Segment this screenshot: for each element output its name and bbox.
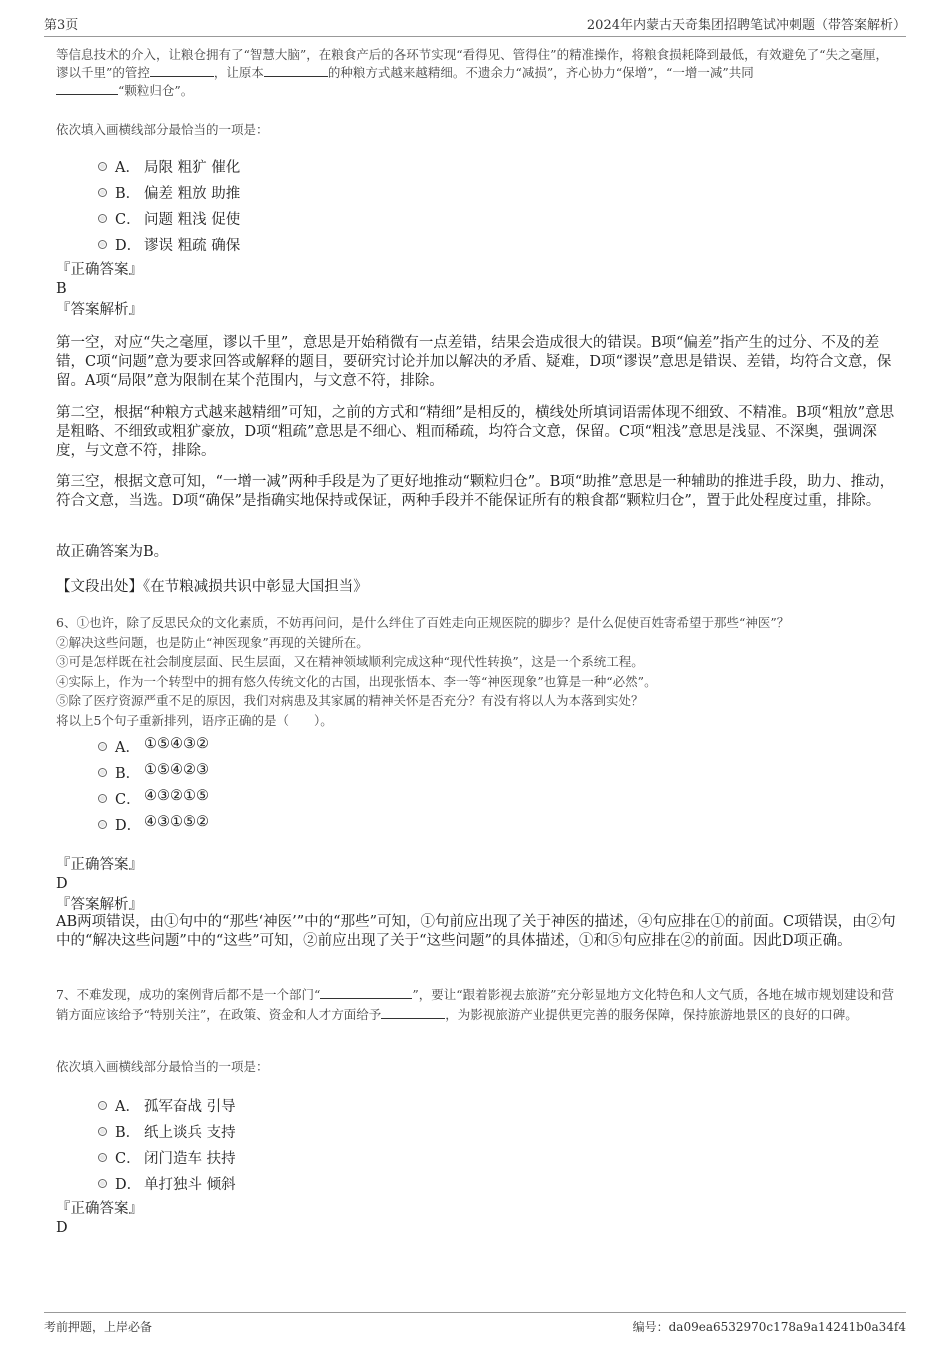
q5-analysis-p4: 故正确答案为B。 [56,544,169,560]
radio-icon[interactable] [98,742,107,751]
blank-1 [150,65,214,77]
footer-slogan: 考前押题，上岸必备 [44,1320,153,1334]
blank-1 [320,987,412,999]
q6-answer-label: 『正确答案』 [56,857,143,873]
q5-analysis-label: 『答案解析』 [56,302,143,318]
q5-answer-label: 『正确答案』 [56,262,143,278]
blank-2 [264,65,328,77]
header-rule [44,36,906,37]
q6-analysis: AB两项错误，由①句中的“那些‘神医’”中的“那些”可知，①句前应出现了关于神医的描述，④句应排在①的前面。C项错误，由②句中的“解决这些问题”中的“这些”可知，②前应出现了关于“这些问题”的具体描述，①和⑤句应排在②的前面。因此D项正确。 [56,914,896,949]
q7-instruction: 依次填入画横线部分最恰当的一项是： [56,1059,269,1074]
document-title: 2024年内蒙古天奇集团招聘笔试冲刺题（带答案解析） [586,18,906,33]
q6-analysis-label: 『答案解析』 [56,897,143,913]
q5-instruction: 依次填入画横线部分最恰当的一项是： [56,122,269,137]
radio-icon[interactable] [98,162,107,171]
q6-stem: 6、①也许，除了反思民众的文化素质，不妨再问问，是什么绊住了百姓走向正规医院的脚步？是什么促使百姓寄希望于那些“神医”？ ②解决这些问题，也是防止“神医现象”再现的关键所在。 ③可是怎样既在社会制度层面、民生层面，又在精神领域顺利完成这种“现代性转换”，这是一个系统工程。 ④实际上，作为一个转型中的拥有悠久传统文化的古国，出现张悟本、李一等“神医现象”也算是一种“必然”。 ⑤除了医疗资源严重不足的原因，我们对病患及其家属的精神关怀是否充分？有没有将以人为本落到实处？ 将以上5个句子重新排列，语序正确的是（ ）。 [56,615,790,728]
blank-2 [381,1007,445,1019]
q7-answer: D [56,1220,68,1236]
q6-answer: D [56,876,68,892]
page-footer [0,1308,950,1345]
document-id: 编号：da09ea6532970c178a9a14241b0a34f4 [632,1320,906,1334]
q5-analysis-p2: 第二空，根据“种粮方式越来越精细”可知，之前的方式和“精细”是相反的，横线处所填词语需体现不细致、不精准。B项“粗放”意思是粗略、不细致或粗犷豪放，D项“粗疏”意思是不细心、粗而稀疏，均符合文意，保留。C项“粗浅”意思是浅显、不深奥，强调深度，与文意不符，排除。 [56,405,895,459]
q5-answer: B [56,281,67,297]
radio-icon[interactable] [98,794,107,803]
radio-icon[interactable] [98,1153,107,1162]
page-header [0,0,950,38]
radio-icon[interactable] [98,768,107,777]
q5-analysis-p1: 第一空，对应“失之毫厘，谬以千里”，意思是开始稍微有一点差错，结果会造成很大的错误。B项“偏差”指产生的过分、不及的差错，C项“问题”意为要求回答或解释的题目，要研究讨论并加以解决的矛盾、疑难，D项“谬误”意思是错误、差错，均符合文意，保留。A项“局限”意为限制在某个范围内，与文意不符，排除。 [56,335,892,389]
q7-passage: 7、不难发现，成功的案例背后都不是一个部门“ ”，要让“跟着影视去旅游”充分彰显地方文化特色和人文气质，各地在城市规划建设和营销方面应该给予“特别关注”，在政策、资金和人才方面给予 ，为影视旅游产业提供更完善的服务保障，保持旅游地景区的良好的口碑。 [56,987,895,1022]
q5-source: 【文段出处】《在节粮减损共识中彰显大国担当》 [56,579,368,595]
page-number: 第3页 [44,18,79,33]
radio-icon[interactable] [98,214,107,223]
q5-analysis-p3: 第三空，根据文意可知，“一增一减”两种手段是为了更好地推动“颗粒归仓”。B项“助推”意思是一种辅助的推进手段，助力、推动，符合文意，当选。D项“确保”是指确实地保持或保证，两种手段并不能保证所有的粮食都“颗粒归仓”，置于此处程度过重，排除。 [56,474,895,509]
radio-icon[interactable] [98,1101,107,1110]
q7-answer-label: 『正确答案』 [56,1201,143,1217]
radio-icon[interactable] [98,1179,107,1188]
radio-icon[interactable] [98,240,107,249]
q5-passage: 等信息技术的介入，让粮仓拥有了“智慧大脑”，在粮食产后的各环节实现“看得见、管得住”的精准操作，将粮食损耗降到最低，有效避免了“失之毫厘，谬以千里”的管控 ，让原本 的种粮方式越来越精细。不遗余力“减损”，齐心协力“保增”，“一增一减”共同 “颗粒归仓”。 [56,47,888,98]
footer-rule [44,1312,906,1313]
radio-icon[interactable] [98,188,107,197]
blank-3 [56,83,118,95]
radio-icon[interactable] [98,820,107,829]
radio-icon[interactable] [98,1127,107,1136]
